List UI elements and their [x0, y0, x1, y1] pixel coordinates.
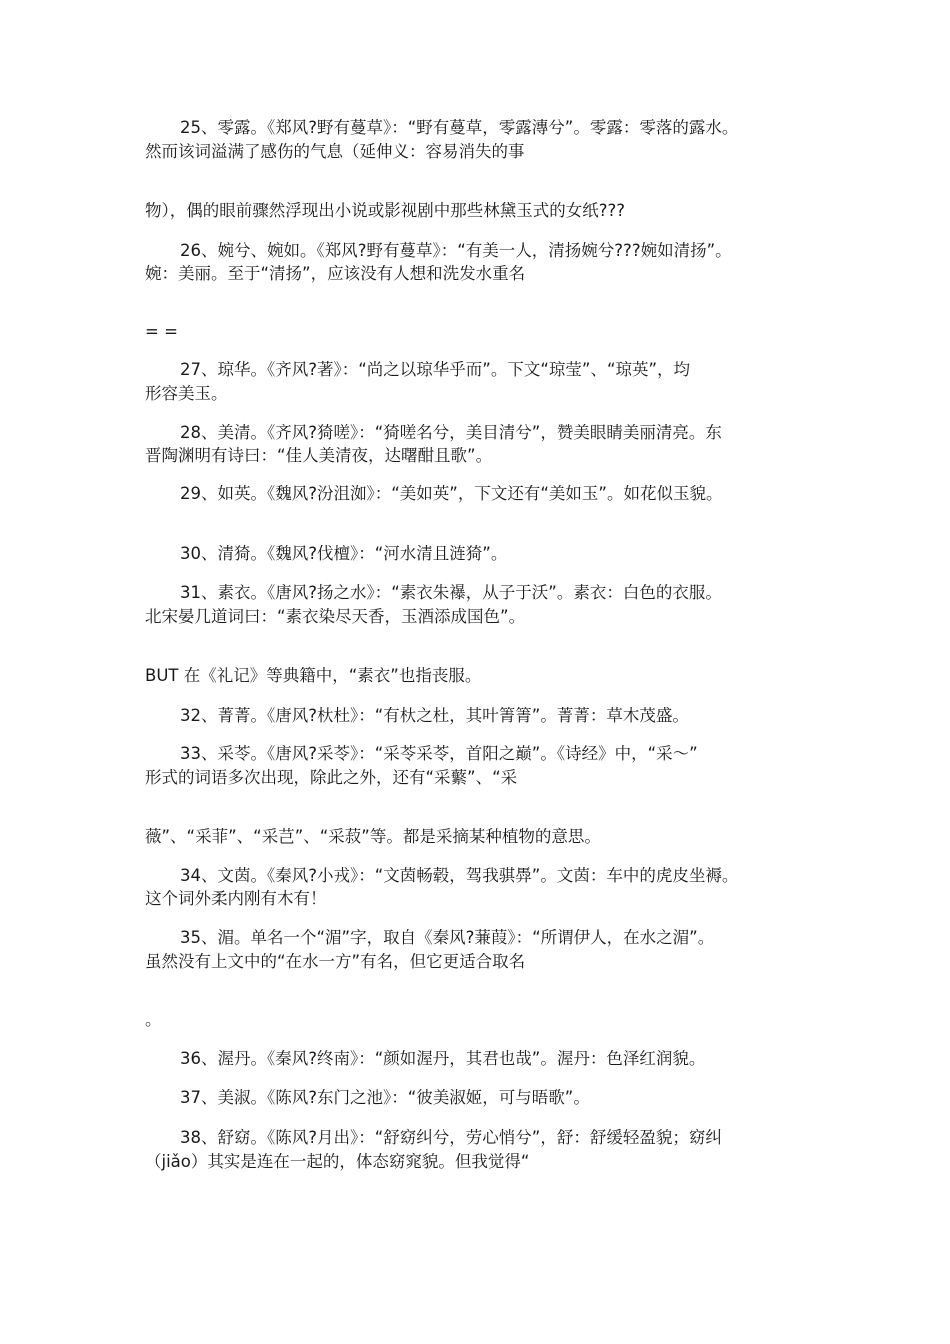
text-line: 晋陶渊明有诗曰：“佳人美清夜，达曙酣且歌”。 — [145, 446, 493, 465]
text-line: 北宋晏几道词曰：“素衣染尽天香，玉酒添成国色”。 — [145, 607, 526, 626]
text-line: 薇”、“采菲”、“采芑”、“采菽”等。都是采摘某种植物的意思。 — [145, 827, 601, 846]
text-line: BUT 在《礼记》等典籍中，“素衣”也指丧服。 — [145, 666, 482, 685]
text-line: 形容美玉。 — [145, 384, 228, 403]
text-line: 形式的词语多次出现，除此之外，还有“采蘩”、“采 — [145, 768, 518, 787]
text-line: 34、文茵。《秦风?小戎》：“文茵畅毂，驾我骐馵”。文茵：车中的虎皮坐褥。 — [180, 866, 739, 885]
text-line: 然而该词溢满了感伤的气息（延伸义：容易消失的事 — [145, 142, 525, 161]
text-line: 物），偶的眼前骤然浮现出小说或影视剧中那些林黛玉式的女纸??? — [145, 201, 626, 220]
text-line: 38、舒窈。《陈风?月出》：“舒窈纠兮，劳心悄兮”，舒：舒缓轻盈貌；窈纠 — [180, 1128, 722, 1147]
text-line: 30、清猗。《魏风?伐檀》：“河水清且涟猗”。 — [180, 544, 508, 563]
text-line: 32、菁菁。《唐风?杕杜》：“有杕之杜，其叶箐箐”。菁菁：草木茂盛。 — [180, 706, 689, 725]
text-line: 37、美淑。《陈风?东门之池》：“彼美淑姬，可与晤歌”。 — [180, 1088, 590, 1107]
text-line: 35、湄。单名一个“湄”字，取自《秦风?蒹葭》：“所谓伊人，在水之湄”。 — [180, 928, 715, 947]
text-line: 。 — [145, 1010, 162, 1029]
text-line: 25、零露。《郑风?野有蔓草》：“野有蔓草，零露漙兮”。零露：零落的露水。 — [180, 118, 739, 137]
text-line: 28、美清。《齐风?猗嗟》：“猗嗟名兮，美目清兮”，赞美眼睛美丽清亮。东 — [180, 423, 722, 442]
text-line: （jiǎo）其实是连在一起的，体态窈窕貌。但我觉得“ — [145, 1152, 530, 1171]
text-line: 26、婉兮、婉如。《郑风?野有蔓草》：“有美一人，清扬婉兮???婉如清扬”。 — [180, 241, 732, 260]
text-line: 29、如英。《魏风?汾沮洳》：“美如英”，下文还有“美如玉”。如花似玉貌。 — [180, 484, 723, 503]
text-line: 33、采苓。《唐风?采苓》：“采苓采苓，首阳之巅”。《诗经》中，“采～” — [180, 744, 698, 763]
text-line: 虽然没有上文中的“在水一方”有名，但它更适合取名 — [145, 952, 526, 971]
text-line: 婉：美丽。至于“清扬”，应该没有人想和洗发水重名 — [145, 264, 526, 283]
text-line: 36、渥丹。《秦风?终南》：“颜如渥丹，其君也哉”。渥丹：色泽红润貌。 — [180, 1049, 706, 1068]
text-line: 27、琼华。《齐风?著》：“尚之以琼华乎而”。下文“琼莹”、“琼英”，均 — [180, 360, 691, 379]
text-line: = = — [145, 322, 178, 341]
text-line: 31、素衣。《唐风?扬之水》：“素衣朱襮，从子于沃”。素衣：白色的衣服。 — [180, 583, 722, 602]
text-line: 这个词外柔内刚有木有！ — [145, 889, 327, 908]
